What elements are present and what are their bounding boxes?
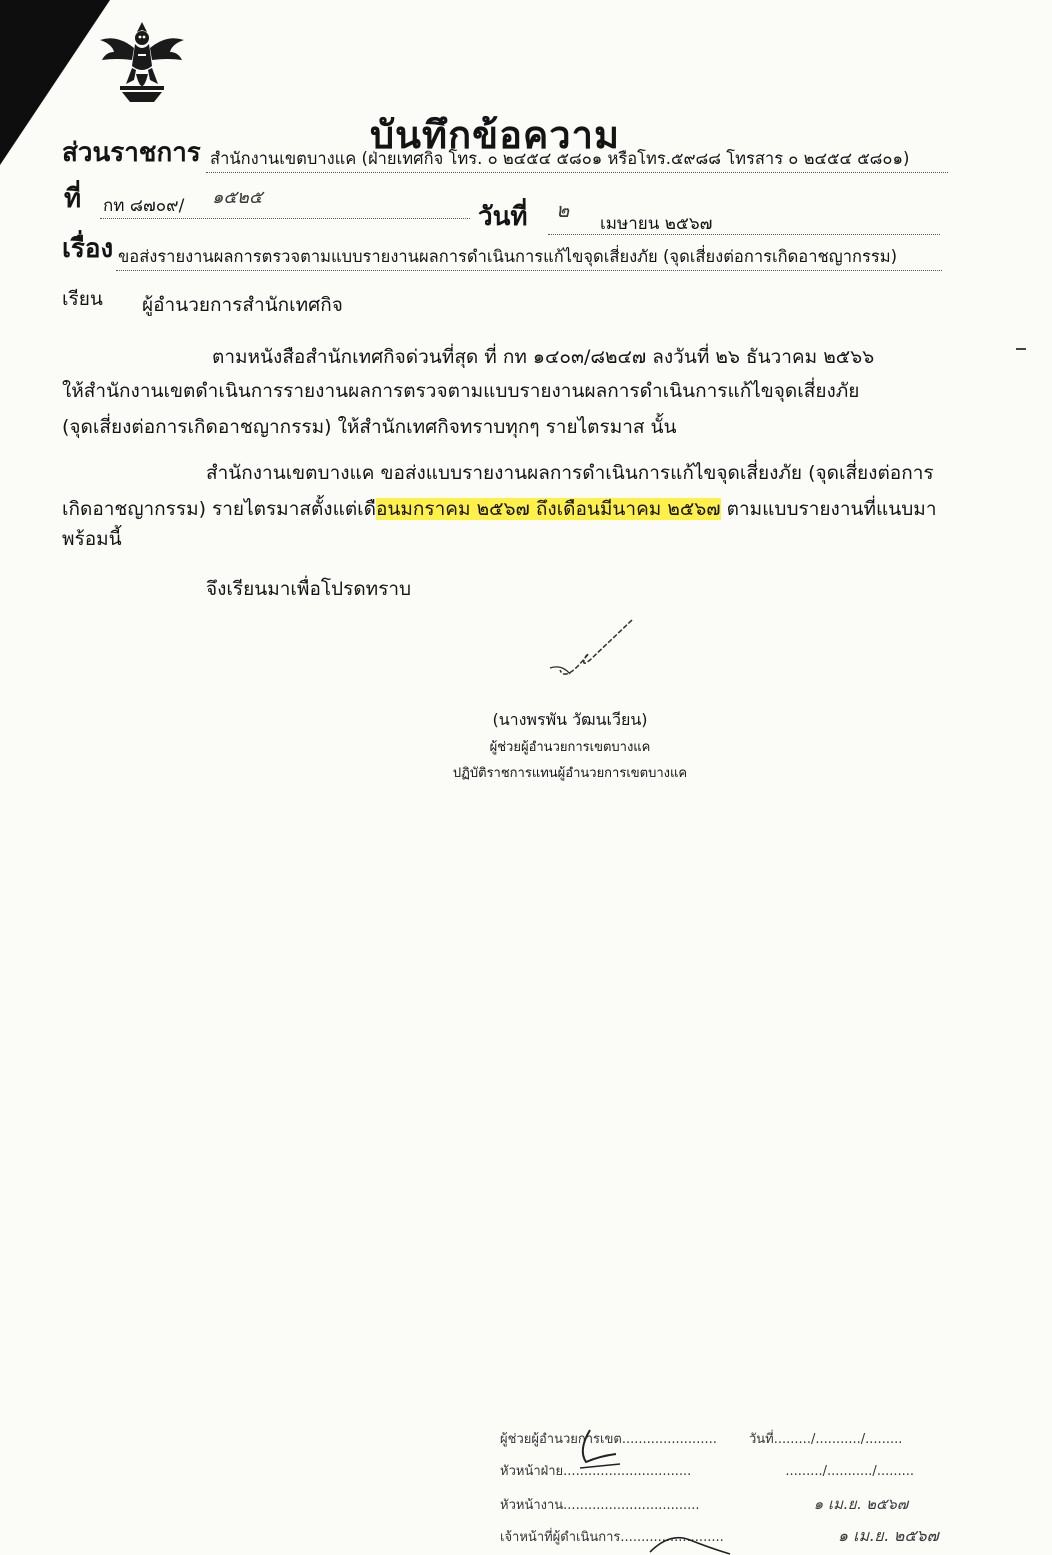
ref-dotted-line [100, 218, 470, 219]
signatory-position-2: ปฏิบัติราชการแทนผู้อำนวยการเขตบางแค [452, 766, 688, 781]
agency-dotted-line [206, 172, 948, 173]
date-handwritten-day: ๒ [556, 198, 570, 222]
ref-value: กท ๘๗๐๙/ [103, 196, 185, 216]
memo-title: บันทึกข้อความ [369, 113, 621, 157]
routing-row-3: หัวหน้างาน................................. ๑ เม.ย. ๒๕๖๗ [500, 1495, 909, 1513]
agency-value: สำนักงานเขตบางแค (ฝ่ายเทศกิจ โทร. ๐ ๒๔๕๔ ๕๘๐๑ หรือโทร.๕๙๘๘ โทรสาร ๐ ๒๔๕๔ ๕๘๐๑) [210, 149, 910, 168]
routing-row-1: ผู้ช่วยผู้อำนวยการเขต....................... วันที่........./.........../......... [500, 1432, 903, 1447]
date-value: เมษายน ๒๕๖๗ [600, 214, 713, 234]
routing-date-4: ๑ เม.ย. ๒๕๖๗ [837, 1526, 939, 1545]
paragraph-2-line-1: สำนักงานเขตบางแค ขอส่งแบบรายงานผลการดำเนินการแก้ไขจุดเสี่ยงภัย (จุดเสี่ยงต่อการ [206, 462, 934, 484]
salutation-label: เรียน [62, 288, 103, 310]
garuda-emblem-icon [92, 14, 192, 106]
subject-label: เรื่อง [62, 234, 114, 264]
routing-role-3: หัวหน้างาน [500, 1498, 564, 1513]
margin-tick-mark [1016, 348, 1026, 350]
salutation-value: ผู้อำนวยการสำนักเทศกิจ [142, 294, 343, 316]
signatory-name: (นางพรพัน วัฒนเวียน) [492, 710, 648, 729]
routing-date-2: ........./.........../......... [785, 1464, 915, 1479]
subject-value: ขอส่งรายงานผลการตรวจตามแบบรายงานผลการดำเนินการแก้ไขจุดเสี่ยงภัย (จุดเสี่ยงต่อการเกิดอาชญากรรม) [118, 247, 898, 266]
signature-scribble [520, 610, 650, 690]
routing-handwriting [560, 1420, 1000, 1555]
routing-row-2: หัวหน้าฝ่าย............................... ........./.........../......... [500, 1464, 915, 1479]
highlighted-date-range: อนมกราคม ๒๕๖๗ ถึงเดือนมีนาคม ๒๕๖๗ [376, 498, 721, 520]
signatory-position-1: ผู้ช่วยผู้อำนวยการเขตบางแค [489, 740, 651, 755]
closing-text: จึงเรียนมาเพื่อโปรดทราบ [206, 578, 412, 600]
ref-handwritten: ๑๕๒๕ [212, 187, 263, 208]
subject-dotted-line [116, 270, 942, 271]
paragraph-2-line-2-end: ตามแบบรายงานที่แนบมา [720, 498, 937, 520]
paragraph-2-line-3: พร้อมนี้ [62, 528, 122, 550]
paragraph-2-line-2 [62, 494, 937, 524]
date-label: วันที่ [478, 202, 528, 232]
paragraph-1-line-1: ตามหนังสือสำนักเทศกิจด่วนที่สุด ที่ กท ๑๔๐๓/๘๒๔๗ ลงวันที่ ๒๖ ธันวาคม ๒๕๖๖ [212, 346, 875, 368]
routing-date-3: ๑ เม.ย. ๒๕๖๗ [813, 1495, 909, 1513]
paragraph-1-line-2: ให้สำนักงานเขตดำเนินการรายงานผลการตรวจตามแบบรายงานผลการดำเนินการแก้ไขจุดเสี่ยงภัย [62, 380, 860, 402]
paragraph-1-line-3: (จุดเสี่ยงต่อการเกิดอาชญากรรม) ให้สำนักเทศกิจทราบทุกๆ รายไตรมาส นั้น [62, 416, 677, 438]
paragraph-2-line-2-start: เกิดอาชญากรรม) รายไตรมาสตั้งแต่เดื [62, 498, 376, 520]
routing-role-2: หัวหน้าฝ่าย [500, 1464, 564, 1479]
date-dotted-line [548, 234, 940, 235]
agency-label: ส่วนราชการ [62, 138, 201, 168]
ref-label: ที่ [64, 184, 82, 214]
routing-role-1: ผู้ช่วยผู้อำนวยการเขต [500, 1432, 622, 1447]
routing-date-1: วันที่........./.........../......... [749, 1432, 903, 1447]
routing-row-4: เจ้าหน้าที่ผู้ดำเนินการ......................... ๑ เม.ย. ๒๕๖๗ [500, 1526, 939, 1545]
routing-role-4: เจ้าหน้าที่ผู้ดำเนินการ [500, 1530, 621, 1545]
